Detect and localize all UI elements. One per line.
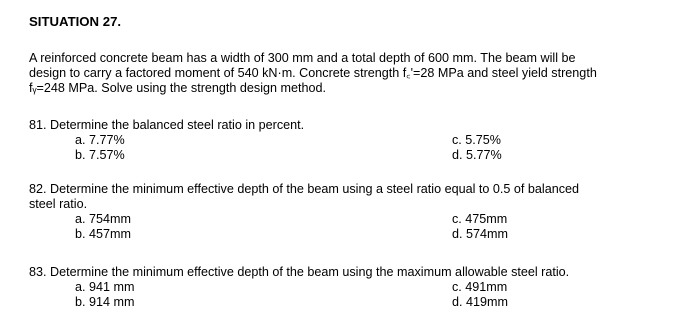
choice-a: a. 941 mm bbox=[75, 280, 135, 294]
choice-c: c. 475mm bbox=[452, 212, 508, 226]
problem-statement-line: A reinforced concrete beam has a width of 300 mm and a total depth of 600 mm. The beam will be bbox=[29, 51, 576, 65]
question-text bbox=[29, 265, 679, 280]
question-83 bbox=[29, 265, 679, 310]
choice-b: b. 914 mm bbox=[75, 295, 135, 309]
choice-a: a. 754mm bbox=[75, 212, 131, 226]
question-text-line: 83. Determine the minimum effective depth of the beam using the maximum allowable steel ratio. bbox=[29, 265, 570, 279]
answer-choices bbox=[29, 212, 679, 242]
problem-statement-line: fᵧ=248 MPa. Solve using the strength design method. bbox=[29, 81, 327, 95]
problem-statement-line: design to carry a factored moment of 540 kN·m. Concrete strength f꜀'=28 MPa and steel yield strength bbox=[29, 66, 597, 80]
choice-d: d. 419mm bbox=[452, 295, 508, 309]
question-text-line: 81. Determine the balanced steel ratio in percent. bbox=[29, 118, 305, 132]
choice-c: c. 491mm bbox=[452, 280, 508, 294]
question-text bbox=[29, 182, 679, 212]
question-text bbox=[29, 118, 679, 133]
choice-d: d. 574mm bbox=[452, 227, 508, 241]
answer-choices bbox=[29, 133, 679, 163]
choice-b: b. 457mm bbox=[75, 227, 131, 241]
question-82 bbox=[29, 182, 679, 242]
choice-b: b. 7.57% bbox=[75, 148, 125, 162]
choice-a: a. 7.77% bbox=[75, 133, 125, 147]
question-81 bbox=[29, 118, 679, 163]
question-text-line: 82. Determine the minimum effective depth of the beam using a steel ratio equal to 0.5 of balanced bbox=[29, 182, 580, 196]
situation-title: SITUATION 27. bbox=[29, 14, 122, 29]
problem-statement bbox=[29, 51, 679, 96]
choice-c: c. 5.75% bbox=[452, 133, 502, 147]
question-text-line: steel ratio. bbox=[29, 197, 88, 211]
answer-choices bbox=[29, 280, 679, 310]
choice-d: d. 5.77% bbox=[452, 148, 502, 162]
